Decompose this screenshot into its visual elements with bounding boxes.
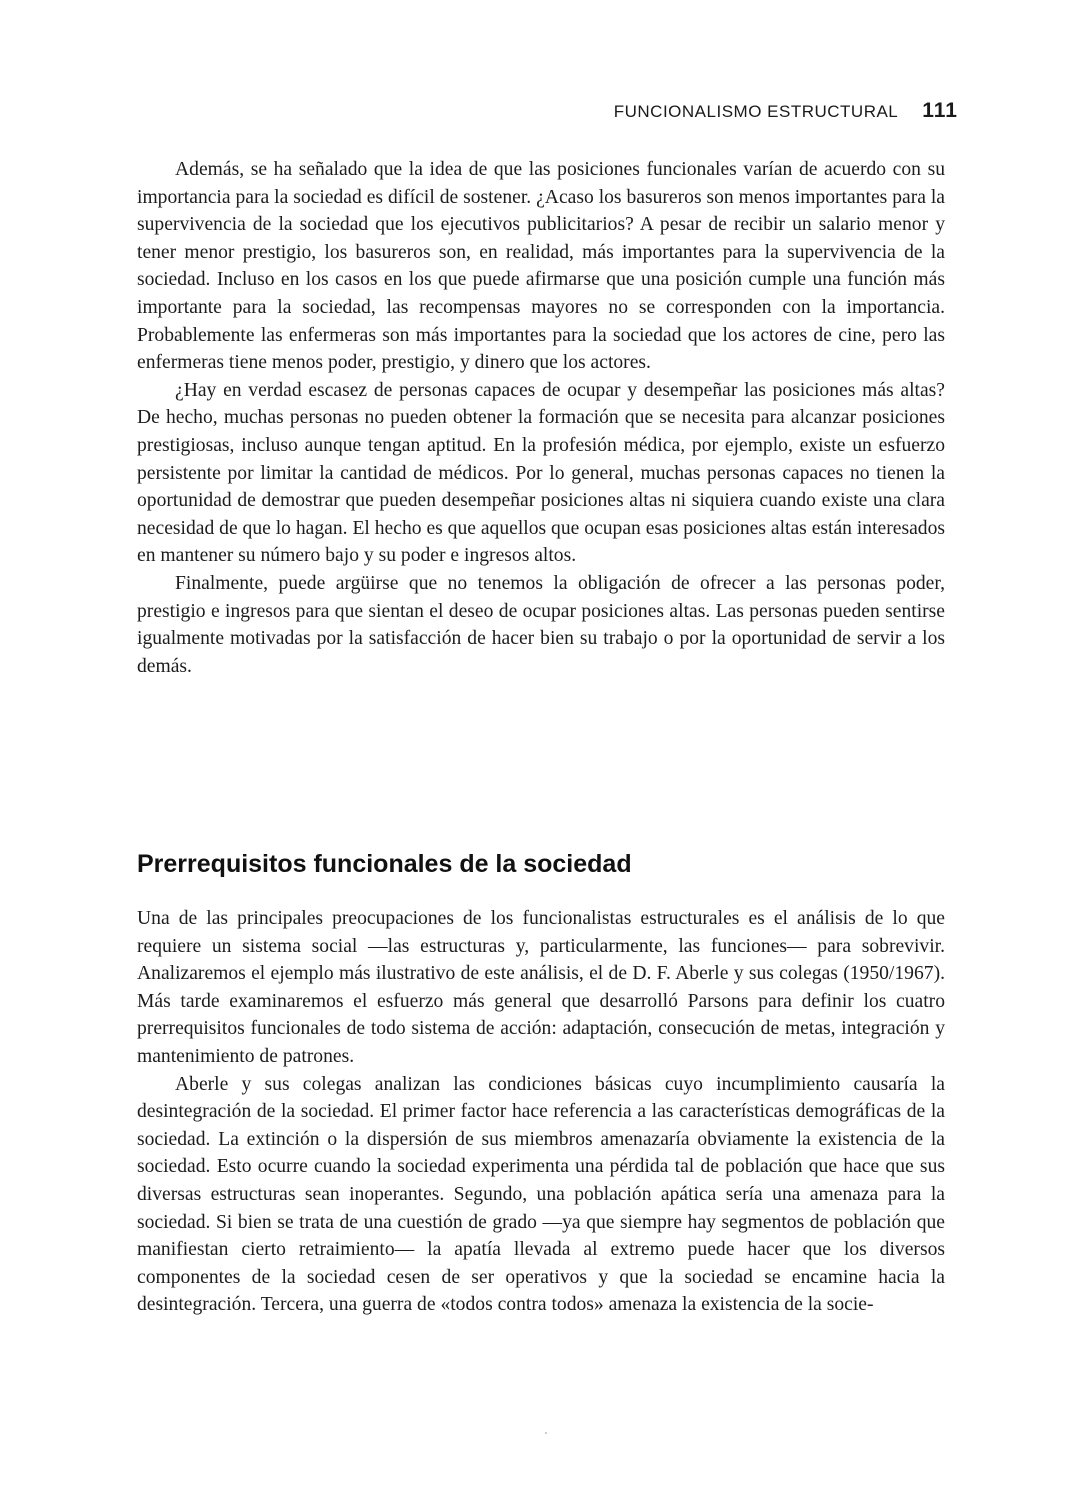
paragraph: Aberle y sus colegas analizan las condiciones básicas cuyo incumplimiento causaría la desintegración de la sociedad. El primer factor hace referencia a las características demográficas de la sociedad. La extinción o la dispersión de sus miembros amenazaría obviamente la existencia de la sociedad. Esto ocurre cuando la sociedad experimenta una pérdida tal de población que hace que sus diversas estructuras sean inoperantes. Segundo, una población apática sería una amenaza para la sociedad. Si bien se trata de una cuestión de grado —ya que siempre hay segmentos de población que manifiestan cierto retraimiento— la apatía llevada al extremo puede hacer que los diversos componentes de la sociedad cesen de ser operativos y que la sociedad se encamine hacia la desintegración. Tercera, una guerra de «todos contra todos» amenaza la existencia de la socie- xyxy=(137,1073,945,1316)
paragraph: ¿Hay en verdad escasez de personas capaces de ocupar y desempeñar las posiciones más altas? De hecho, muchas personas no pueden obtener la formación que se necesita para alcanzar posiciones prestigiosas, incluso aunque tengan aptitud. En la profesión médica, por ejemplo, existe un esfuerzo persistente por limitar la cantidad de médicos. Por lo general, muchas personas capaces no tienen la oportunidad de demostrar que pueden desempeñar posiciones altas ni siquiera cuando existe una clara necesidad de que lo hagan. El hecho es que aquellos que ocupan esas posiciones altas están interesados en mantener su número bajo y su poder e ingresos altos. xyxy=(137,379,945,567)
paragraph: Una de las principales preocupaciones de los funcionalistas estructurales es el análisis de lo que requiere un sistema social —las estructuras y, particularmente, las funciones— para sobrevivir. Analizaremos el ejemplo más ilustrativo de este análisis, el de D. F. Aberle y sus colegas (1950/1967). Más tarde examinaremos el esfuerzo más general que desarrolló Parsons para definir los cuatro prerrequisitos funcionales de todo sistema de acción: adaptación, consecución de metas, integración y mantenimiento de patrones. xyxy=(137,908,945,1067)
page-number: 111 xyxy=(922,99,958,122)
body-text-top xyxy=(137,156,945,680)
running-header xyxy=(614,99,958,123)
paragraph: Además, se ha señalado que la idea de que las posiciones funcionales varían de acuerdo con su importancia para la sociedad es difícil de sostener. ¿Acaso los basureros son menos importantes para la supervivencia de la sociedad que los ejecutivos publicitarios? A pesar de recibir un salario menor y tener menor prestigio, los basureros son, en realidad, más importantes para la supervivencia de la sociedad. Incluso en los casos en los que puede afirmarse que una posición cumple una función más importante para la sociedad, las recompensas mayores no se corresponden con la importancia. Probablemente las enfermeras son más importantes para la sociedad que los actores de cine, pero las enfermeras tiene menos poder, prestigio, y dinero que los actores. xyxy=(137,159,945,374)
scan-speck xyxy=(545,1432,547,1434)
running-title: FUNCIONALISMO ESTRUCTURAL xyxy=(613,102,899,121)
section-heading: Prerrequisitos funcionales de la sociedad xyxy=(137,850,632,878)
paragraph: Finalmente, puede argüirse que no tenemos la obligación de ofrecer a las personas poder, prestigio e ingresos para que sientan el deseo de ocupar posiciones altas. Las personas pueden sentirse igualmente motivadas por la satisfacción de hacer bien su trabajo o por la oportunidad de servir a los demás. xyxy=(137,572,945,677)
body-text-section xyxy=(137,905,945,1319)
